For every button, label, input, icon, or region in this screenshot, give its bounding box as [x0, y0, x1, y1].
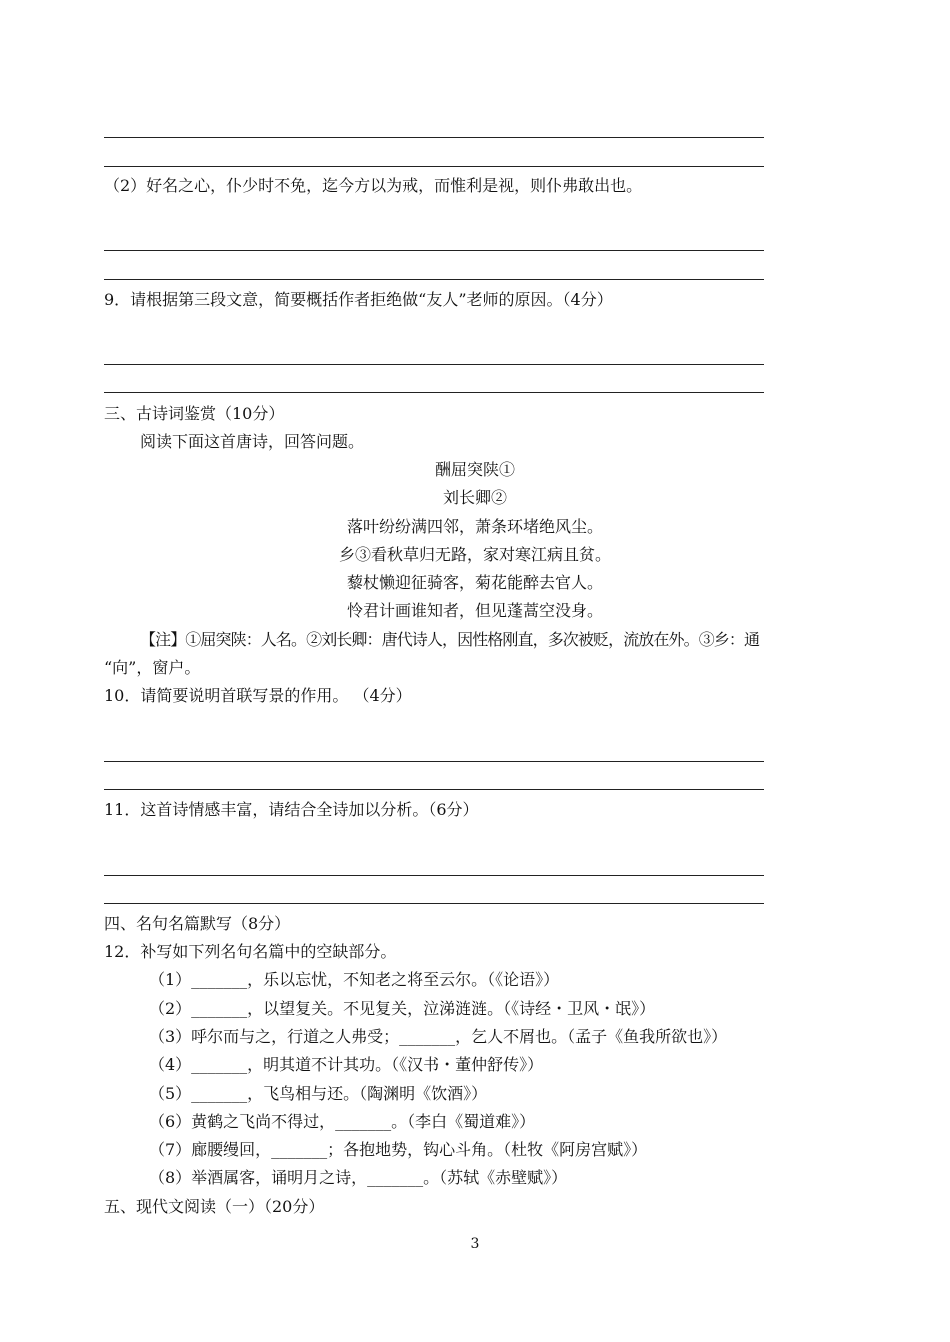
section-4-heading: 四、名句名篇默写（8分）: [104, 914, 291, 933]
answer-line: [104, 903, 764, 904]
fill-blank-item-8: （8）举酒属客，诵明月之诗，_______。（苏轼《赤壁赋》）: [149, 1168, 568, 1187]
answer-line: [104, 364, 764, 365]
fill-blank-item-4: （4）_______，明其道不计其功。（《汉书・董仲舒传》）: [149, 1055, 544, 1074]
question-12: 12．补写如下列名句名篇中的空缺部分。: [104, 942, 397, 961]
answer-line: [104, 250, 764, 251]
fill-blank-item-2: （2）_______，以望复关。不见复关，泣涕涟涟。（《诗经・卫风・氓》）: [149, 999, 656, 1018]
fill-blank-item-3: （3）呼尔而与之，行道之人弗受；_______，乞人不屑也。（孟子《鱼我所欲也》）: [149, 1027, 728, 1046]
fill-blank-item-7: （7）廊腰缦回，_______；各抱地势，钩心斗角。（杜牧《阿房宫赋》）: [149, 1140, 648, 1159]
poem-note-continued: “向”，窗户。: [104, 658, 201, 677]
poem-title: 酬屈突陕①: [434, 460, 515, 479]
answer-line: [104, 137, 764, 138]
page-number: 3: [470, 1236, 480, 1252]
section-5-heading: 五、现代文阅读（一）（20分）: [104, 1197, 325, 1216]
question-9: 9．请根据第三段文意，简要概括作者拒绝做“友人”老师的原因。（4分）: [104, 290, 613, 309]
answer-line: [104, 875, 764, 876]
answer-line: [104, 279, 764, 280]
poem-line-3: 藜杖懒迎征骑客，菊花能醉去官人。: [346, 573, 603, 592]
question-11: 11．这首诗情感丰富，请结合全诗加以分析。（6分）: [104, 800, 479, 819]
poem-line-2: 乡③看秋草归无路，家对寒江病且贫。: [338, 545, 611, 564]
fill-blank-item-5: （5）_______，飞鸟相与还。（陶渊明《饮酒》）: [149, 1084, 488, 1103]
poem-intro: 阅读下面这首唐诗，回答问题。: [140, 432, 365, 451]
poem-line-1: 落叶纷纷满四邻，萧条环堵绝风尘。: [346, 517, 603, 536]
section-3-heading: 三、古诗词鉴赏（10分）: [104, 404, 285, 423]
answer-line: [104, 761, 764, 762]
fill-blank-item-6: （6）黄鹤之飞尚不得过，_______。（李白《蜀道难》）: [149, 1112, 536, 1131]
answer-line: [104, 392, 764, 393]
answer-line: [104, 166, 764, 167]
answer-line: [104, 789, 764, 790]
poem-note: 【注】①屈突陕：人名。②刘长卿：唐代诗人，因性格刚直，多次被贬，流放在外。③乡：通: [140, 630, 760, 649]
fill-blank-item-1: （1）_______，乐以忘忧，不知老之将至云尔。（《论语》）: [149, 970, 560, 989]
poem-line-4: 怜君计画谁知者，但见蓬蒿空没身。: [346, 601, 603, 620]
question-8-part-2: （2）好名之心，仆少时不免，迄今方以为戒，而惟利是视，则仆弗敢出也。: [104, 176, 643, 195]
question-10: 10．请简要说明首联写景的作用。 （4分）: [104, 686, 412, 705]
poem-author: 刘长卿②: [442, 488, 507, 507]
